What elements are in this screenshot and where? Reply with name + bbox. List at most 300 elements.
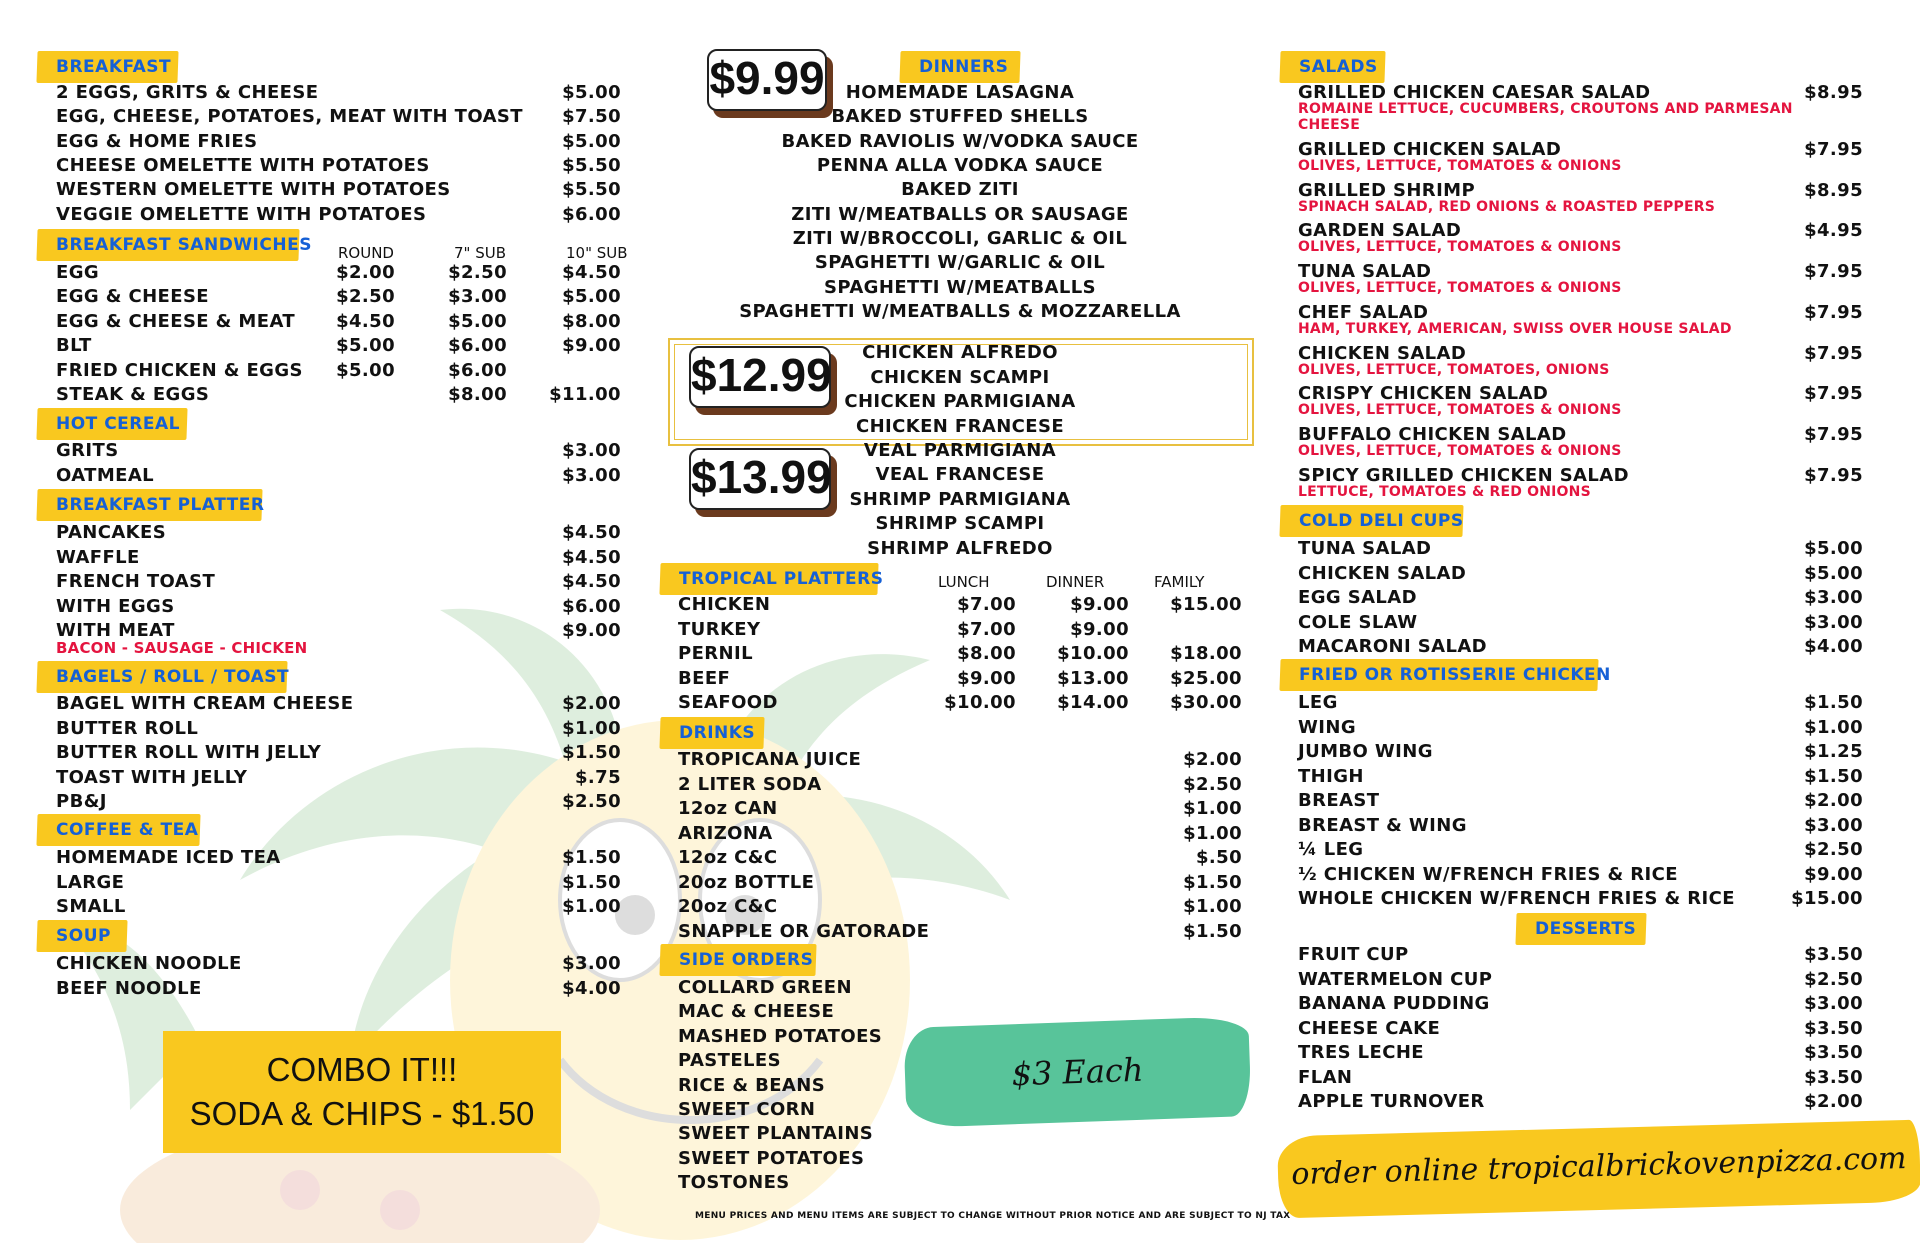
- section-tag-soup: SOUP: [36, 920, 127, 952]
- dinner-item: ZITI W/BROCCOLI, GARLIC & OIL: [792, 228, 1128, 250]
- dinner-item: SHRIMP ALFREDO: [867, 537, 1053, 559]
- menu-item: [1298, 562, 1863, 586]
- price-sticker-12-99: $12.99: [689, 346, 831, 408]
- item-name: VEGGIE OMELETTE WITH POTATOES: [56, 203, 427, 225]
- dinner-item: SHRIMP SCAMPI: [875, 513, 1045, 535]
- menu-item: [56, 310, 621, 334]
- item-price: $8.00: [448, 384, 507, 405]
- item-name: GRILLED SHRIMP: [1298, 180, 1476, 201]
- dinner-item: BAKED RAVIOLIS W/VODKA SAUCE: [781, 130, 1139, 152]
- item-price: $5.00: [448, 310, 507, 332]
- item-price: $18.00: [1170, 643, 1242, 664]
- item-price: $5.50: [562, 179, 621, 201]
- item-name: TURKEY: [678, 618, 761, 640]
- item-price: $1.50: [1183, 920, 1242, 942]
- item-name: OATMEAL: [56, 464, 155, 486]
- dinner-item: CHICKEN SCAMPI: [870, 366, 1050, 388]
- item-description: OLIVES, LETTUCE, TOMATOES, ONIONS: [1298, 362, 1610, 378]
- section-tag-tropical-platters: TROPICAL PLATTERS: [659, 563, 878, 595]
- item-name: CHEESE OMELETTE WITH POTATOES: [56, 154, 430, 176]
- item-name: ARIZONA: [678, 822, 773, 844]
- dinner-item: VEAL FRANCESE: [875, 464, 1045, 486]
- item-name: SWEET PLANTAINS: [678, 1123, 874, 1145]
- item-description: OLIVES, LETTUCE, TOMATOES & ONIONS: [1298, 239, 1622, 255]
- item-name: RICE & BEANS: [678, 1074, 826, 1096]
- menu-item: [56, 521, 621, 545]
- item-price: $8.95: [1804, 82, 1863, 103]
- item-name: BUTTER ROLL: [56, 717, 199, 739]
- menu-item: [56, 952, 621, 976]
- item-price: $3.50: [1804, 1042, 1863, 1063]
- menu-item: [678, 748, 1242, 772]
- item-price: $1.00: [562, 717, 621, 739]
- item-name: EGG: [56, 262, 100, 283]
- menu-item: [1298, 740, 1863, 764]
- menu-item: [1298, 537, 1863, 561]
- item-price: $7.00: [957, 594, 1016, 615]
- item-price: $2.50: [1804, 839, 1863, 860]
- item-price: $3.50: [1804, 1066, 1863, 1088]
- menu-item: [1298, 1066, 1863, 1090]
- item-name: 20oz BOTTLE: [678, 871, 815, 893]
- item-name: 20oz C&C: [678, 896, 778, 917]
- item-name: PB&J: [56, 791, 107, 812]
- section-tag-cold-deli: COLD DELI CUPS: [1279, 505, 1463, 537]
- order-online-banner: order online tropicalbrickovenpizza.com: [1277, 1120, 1920, 1219]
- menu-item: [1298, 765, 1863, 789]
- item-price: $7.95: [1804, 139, 1863, 160]
- item-name: EGG & CHEESE & MEAT: [56, 310, 296, 332]
- item-price: $7.95: [1804, 343, 1863, 364]
- item-price: $5.00: [562, 82, 621, 103]
- item-price: $9.00: [562, 620, 621, 641]
- section-tag-desserts: DESSERTS: [1515, 913, 1646, 945]
- item-name: STEAK & EGGS: [56, 384, 210, 405]
- item-price: $2.00: [1804, 790, 1863, 811]
- item-price: $1.00: [1804, 716, 1863, 738]
- item-price: $7.95: [1804, 465, 1863, 486]
- item-price: $1.50: [1804, 692, 1863, 713]
- item-name: SEAFOOD: [678, 692, 778, 713]
- item-price: $30.00: [1170, 692, 1242, 713]
- item-price: $6.00: [448, 359, 507, 381]
- dinner-item: SPAGHETTI W/MEATBALLS: [824, 276, 1096, 298]
- column-header: ROUND: [338, 244, 394, 262]
- item-price: $1.00: [1183, 896, 1242, 917]
- item-price: $3.00: [562, 953, 621, 974]
- item-price: $1.25: [1804, 741, 1863, 762]
- item-price: $15.00: [1791, 888, 1863, 909]
- item-name: BEEF NOODLE: [56, 977, 202, 999]
- item-price: $7.00: [957, 618, 1016, 640]
- section-tag-coffee: COFFEE & TEA: [36, 814, 200, 846]
- menu-item: [56, 570, 621, 594]
- item-name: CHICKEN SALAD: [1298, 562, 1467, 584]
- item-price: $15.00: [1170, 594, 1242, 615]
- menu-item: [678, 1122, 978, 1146]
- item-price: $11.00: [549, 384, 621, 405]
- item-price: $10.00: [1057, 643, 1129, 664]
- item-price: $1.50: [1804, 765, 1863, 787]
- menu-item: [56, 464, 621, 488]
- item-name: CHICKEN: [678, 594, 771, 615]
- menu-item: [678, 846, 1242, 870]
- item-name: PASTELES: [678, 1050, 781, 1072]
- item-price: $2.50: [1804, 968, 1863, 990]
- item-price: $5.00: [562, 286, 621, 308]
- item-price: $5.50: [562, 154, 621, 176]
- menu-item: [678, 691, 1242, 715]
- item-price: $14.00: [1057, 692, 1129, 713]
- menu-item: [678, 797, 1242, 821]
- menu-item: [678, 667, 1242, 691]
- item-name: 12oz CAN: [678, 798, 778, 819]
- item-price: $8.95: [1804, 180, 1863, 201]
- item-name: BEEF: [678, 667, 731, 689]
- item-name: SMALL: [56, 896, 126, 917]
- item-name: BUTTER ROLL WITH JELLY: [56, 742, 322, 763]
- item-name: MASHED POTATOES: [678, 1025, 883, 1047]
- item-price: $3.00: [448, 286, 507, 308]
- section-tag-bagels: BAGELS / ROLL / TOAST: [36, 661, 287, 693]
- menu-item: [678, 773, 1242, 797]
- item-name: 12oz C&C: [678, 847, 778, 868]
- item-description: HAM, TURKEY, AMERICAN, SWISS OVER HOUSE SALAD: [1298, 321, 1732, 337]
- section-tag-dinners: DINNERS: [899, 51, 1020, 83]
- item-name: GRITS: [56, 440, 119, 461]
- item-price: $1.50: [562, 871, 621, 893]
- item-price: $7.95: [1804, 302, 1863, 323]
- item-name: EGG & CHEESE: [56, 286, 210, 308]
- item-name: LARGE: [56, 871, 125, 893]
- menu-item: [678, 593, 1242, 617]
- menu-item: [1298, 691, 1863, 715]
- item-description: ROMAINE LETTUCE, CUCUMBERS, CROUTONS AND PARMESAN CHEESE: [1298, 101, 1793, 133]
- dinner-item: SPAGHETTI W/MEATBALLS & MOZZARELLA: [739, 301, 1181, 323]
- item-price: $4.00: [562, 977, 621, 999]
- item-name: PANCAKES: [56, 522, 167, 543]
- item-price: $3.00: [1804, 814, 1863, 836]
- item-name: SPICY GRILLED CHICKEN SALAD: [1298, 465, 1629, 486]
- section-tag-breakfast: BREAKFAST: [36, 51, 178, 83]
- item-price: $3.50: [1804, 1017, 1863, 1039]
- dinner-item: CHICKEN ALFREDO: [862, 342, 1058, 363]
- dinner-item: BAKED STUFFED SHELLS: [831, 106, 1089, 128]
- item-name: CHICKEN SALAD: [1298, 343, 1467, 364]
- three-each-brush: $3 Each: [903, 1016, 1251, 1128]
- item-price: $5.00: [562, 130, 621, 152]
- section-tag-breakfast-sandwiches: BREAKFAST SANDWICHES: [36, 229, 299, 261]
- item-name: WATERMELON CUP: [1298, 968, 1493, 990]
- menu-item: [678, 1000, 978, 1024]
- menu-item: [56, 871, 621, 895]
- item-price: $.50: [1195, 847, 1242, 868]
- menu-item: [56, 285, 621, 309]
- menu-item: [56, 741, 621, 765]
- item-price: $1.50: [562, 847, 621, 868]
- menu-item: [1298, 968, 1863, 992]
- section-tag-drinks: DRINKS: [659, 717, 764, 749]
- item-name: WITH EGGS: [56, 595, 175, 617]
- item-name: BREAST: [1298, 790, 1380, 811]
- item-price: $5.00: [1804, 538, 1863, 559]
- item-name: FRENCH TOAST: [56, 571, 216, 592]
- menu-item: [56, 383, 621, 407]
- item-description: OLIVES, LETTUCE, TOMATOES & ONIONS: [1298, 280, 1622, 296]
- item-price: $7.95: [1804, 261, 1863, 282]
- item-name: TUNA SALAD: [1298, 261, 1432, 282]
- item-name: FRIED CHICKEN & EGGS: [56, 359, 303, 381]
- item-name: TUNA SALAD: [1298, 538, 1432, 559]
- item-price: $9.00: [1070, 618, 1129, 640]
- item-name: GRILLED CHICKEN CAESAR SALAD: [1298, 82, 1651, 103]
- item-price: $4.50: [562, 262, 621, 283]
- menu-item: [678, 822, 1242, 846]
- item-price: $4.95: [1804, 220, 1863, 241]
- item-price: $9.00: [957, 667, 1016, 689]
- item-price: $7.95: [1804, 424, 1863, 445]
- item-price: $3.00: [562, 440, 621, 461]
- item-price: $1.00: [1183, 798, 1242, 819]
- item-price: $2.50: [336, 286, 395, 308]
- item-name: LEG: [1298, 692, 1338, 713]
- item-price: $6.00: [562, 203, 621, 225]
- item-name: APPLE TURNOVER: [1298, 1091, 1485, 1112]
- section-tag-breakfast-platter: BREAKFAST PLATTER: [36, 489, 262, 521]
- item-name: GRILLED CHICKEN SALAD: [1298, 139, 1562, 160]
- item-price: $9.00: [1804, 863, 1863, 885]
- item-name: MAC & CHEESE: [678, 1001, 835, 1023]
- menu-item: [678, 1147, 978, 1171]
- menu-item: [1298, 814, 1863, 838]
- price-sticker-9-99: $9.99: [707, 49, 827, 111]
- menu-item: [56, 595, 621, 619]
- menu-item: [56, 334, 621, 358]
- item-name: 2 EGGS, GRITS & CHEESE: [56, 82, 319, 103]
- item-price: $6.00: [562, 595, 621, 617]
- menu-item: [56, 359, 621, 383]
- item-name: COLLARD GREEN: [678, 977, 852, 998]
- combo-line1: COMBO IT!!!: [266, 1051, 458, 1088]
- menu-item: [56, 154, 621, 178]
- menu-item: [1298, 586, 1863, 610]
- item-price: $7.50: [562, 106, 621, 128]
- column-header: FAMILY: [1154, 573, 1205, 591]
- dinner-item: ZITI W/MEATBALLS OR SAUSAGE: [791, 203, 1129, 225]
- item-price: $2.00: [336, 262, 395, 283]
- item-name: TOAST WITH JELLY: [56, 766, 248, 788]
- dinner-item: BAKED ZITI: [901, 179, 1019, 201]
- item-name: GARDEN SALAD: [1298, 220, 1462, 241]
- item-name: THIGH: [1298, 765, 1364, 787]
- item-price: $25.00: [1170, 667, 1242, 689]
- menu-item: [56, 977, 621, 1001]
- menu-item: [678, 618, 1242, 642]
- item-name: BUFFALO CHICKEN SALAD: [1298, 424, 1567, 445]
- menu-item: [56, 130, 621, 154]
- item-name: JUMBO WING: [1298, 741, 1433, 762]
- menu-item: [56, 717, 621, 741]
- menu-item: [1298, 1017, 1863, 1041]
- menu-item: [56, 261, 621, 285]
- dinner-item: CHICKEN FRANCESE: [855, 415, 1065, 437]
- dinner-item: SHRIMP PARMIGIANA: [849, 488, 1071, 510]
- dinner-item: CHICKEN PARMIGIANA: [844, 391, 1076, 412]
- section-tag-hot-cereal: HOT CEREAL: [36, 408, 187, 440]
- item-price: $8.00: [562, 310, 621, 332]
- item-name: WESTERN OMELETTE WITH POTATOES: [56, 179, 451, 201]
- menu-item: [56, 203, 621, 227]
- item-name: EGG, CHEESE, POTATOES, MEAT WITH TOAST: [56, 106, 523, 128]
- menu-item: [1298, 943, 1863, 967]
- item-price: $6.00: [448, 335, 507, 357]
- menu-item: [56, 846, 621, 870]
- item-name: PERNIL: [678, 643, 753, 664]
- item-name: WHOLE CHICKEN W/FRENCH FRIES & RICE: [1298, 888, 1735, 909]
- menu-item: [1298, 789, 1863, 813]
- item-price: $2.00: [1183, 749, 1242, 770]
- item-name: FLAN: [1298, 1066, 1353, 1088]
- item-name: TOSTONES: [678, 1172, 790, 1194]
- menu-item: [56, 895, 621, 919]
- combo-banner: [163, 1031, 561, 1153]
- item-price: $2.00: [562, 693, 621, 714]
- menu-item: [56, 81, 621, 105]
- menu-item: [678, 642, 1242, 666]
- item-name: SWEET POTATOES: [678, 1147, 865, 1169]
- item-price: $5.00: [336, 335, 395, 357]
- item-price: $4.50: [336, 310, 395, 332]
- column-header: 10" SUB: [566, 244, 628, 262]
- item-description: OLIVES, LETTUCE, TOMATOES & ONIONS: [1298, 443, 1622, 459]
- menu-item: [1298, 611, 1863, 635]
- item-price: $1.50: [562, 742, 621, 763]
- item-price: $1.50: [1183, 871, 1242, 893]
- item-name: WING: [1298, 716, 1356, 738]
- item-price: $2.00: [1804, 1091, 1863, 1112]
- menu-item: [56, 105, 621, 129]
- menu-item: [1298, 838, 1863, 862]
- item-price: $4.50: [562, 571, 621, 592]
- item-name: ½ CHICKEN W/FRENCH FRIES & RICE: [1298, 863, 1678, 885]
- item-price: $4.50: [562, 546, 621, 568]
- item-name: TRES LECHE: [1298, 1042, 1425, 1063]
- menu-item: [56, 766, 621, 790]
- item-name: WAFFLE: [56, 546, 140, 568]
- dinner-item: HOMEMADE LASAGNA: [845, 82, 1075, 103]
- menu-item: [678, 895, 1242, 919]
- item-name: 2 LITER SODA: [678, 773, 822, 795]
- item-price: $9.00: [562, 335, 621, 357]
- item-price: $10.00: [944, 692, 1016, 713]
- item-name: HOMEMADE ICED TEA: [56, 847, 281, 868]
- item-description: LETTUCE, TOMATOES & RED ONIONS: [1298, 484, 1591, 500]
- item-price: $5.00: [1804, 562, 1863, 584]
- item-description: OLIVES, LETTUCE, TOMATOES & ONIONS: [1298, 402, 1622, 418]
- item-price: $3.00: [1804, 611, 1863, 633]
- item-name: WITH MEAT: [56, 620, 175, 641]
- column-header: 7" SUB: [454, 244, 507, 262]
- menu-item: [1298, 863, 1863, 887]
- item-name: ¼ LEG: [1298, 839, 1364, 860]
- combo-line2: SODA & CHIPS - $1.50: [189, 1095, 535, 1132]
- item-price: $4.00: [1804, 636, 1863, 657]
- section-tag-chicken: FRIED OR ROTISSERIE CHICKEN: [1279, 659, 1598, 691]
- menu-item: [56, 790, 621, 814]
- item-price: $3.00: [562, 464, 621, 486]
- item-name: SWEET CORN: [678, 1099, 816, 1120]
- menu-item: [1298, 887, 1863, 911]
- item-name: BAGEL WITH CREAM CHEESE: [56, 693, 354, 714]
- item-description: SPINACH SALAD, RED ONIONS & ROASTED PEPPERS: [1298, 199, 1715, 215]
- item-name: CHEESE CAKE: [1298, 1017, 1441, 1039]
- item-price: $.75: [574, 766, 621, 788]
- item-name: TROPICANA JUICE: [678, 749, 862, 770]
- section-tag-side-orders: SIDE ORDERS: [659, 944, 816, 976]
- menu-item: [56, 692, 621, 716]
- dinner-item: SPAGHETTI W/GARLIC & OIL: [814, 252, 1106, 274]
- item-price: $5.00: [336, 359, 395, 381]
- item-name: MACARONI SALAD: [1298, 636, 1488, 657]
- menu-item: [1298, 716, 1863, 740]
- price-sticker-13-99: $13.99: [689, 448, 831, 510]
- menu-item: [1298, 1041, 1863, 1065]
- item-price: $3.00: [1804, 587, 1863, 608]
- menu-item: [1298, 992, 1863, 1016]
- item-description: OLIVES, LETTUCE, TOMATOES & ONIONS: [1298, 158, 1622, 174]
- item-price: $2.50: [448, 262, 507, 283]
- menu-item: [678, 871, 1242, 895]
- column-header: DINNER: [1046, 573, 1105, 591]
- item-price: $9.00: [1070, 594, 1129, 615]
- disclaimer-text: MENU PRICES AND MENU ITEMS ARE SUBJECT TO CHANGE WITHOUT PRIOR NOTICE AND ARE SUBJECT TO NJ TAX: [695, 1211, 1291, 1221]
- item-name: COLE SLAW: [1298, 611, 1418, 633]
- item-price: $8.00: [957, 643, 1016, 664]
- menu-item: [1298, 1090, 1863, 1114]
- dinner-item: VEAL PARMIGIANA: [863, 440, 1057, 461]
- item-price: $1.00: [1183, 822, 1242, 844]
- item-name: EGG & HOME FRIES: [56, 130, 258, 152]
- item-price: $1.00: [562, 896, 621, 917]
- menu-item: [678, 1171, 978, 1195]
- item-name: FRUIT CUP: [1298, 944, 1409, 965]
- item-name: EGG SALAD: [1298, 587, 1417, 608]
- item-name: CHEF SALAD: [1298, 302, 1429, 323]
- menu-item: [56, 439, 621, 463]
- menu-item: [56, 546, 621, 570]
- menu-item: [56, 178, 621, 202]
- menu-item: [1298, 635, 1863, 659]
- section-tag-salads: SALADS: [1279, 51, 1385, 83]
- item-price: $13.00: [1057, 667, 1129, 689]
- item-price: $2.50: [1183, 773, 1242, 795]
- menu-item: [678, 920, 1242, 944]
- item-price: $2.50: [562, 791, 621, 812]
- item-price: $4.50: [562, 522, 621, 543]
- item-name: BLT: [56, 335, 92, 357]
- item-name: CHICKEN NOODLE: [56, 953, 242, 974]
- item-name: BREAST & WING: [1298, 814, 1467, 836]
- dinner-item: PENNA ALLA VODKA SAUCE: [816, 155, 1104, 177]
- item-price: $7.95: [1804, 383, 1863, 404]
- menu-item: [678, 976, 978, 1000]
- breakfast-platter-note: BACON - SAUSAGE - CHICKEN: [56, 639, 308, 657]
- column-header: LUNCH: [938, 573, 990, 591]
- item-price: $3.50: [1804, 944, 1863, 965]
- item-name: CRISPY CHICKEN SALAD: [1298, 383, 1549, 404]
- item-name: SNAPPLE OR GATORADE: [678, 920, 930, 942]
- item-name: BANANA PUDDING: [1298, 993, 1490, 1014]
